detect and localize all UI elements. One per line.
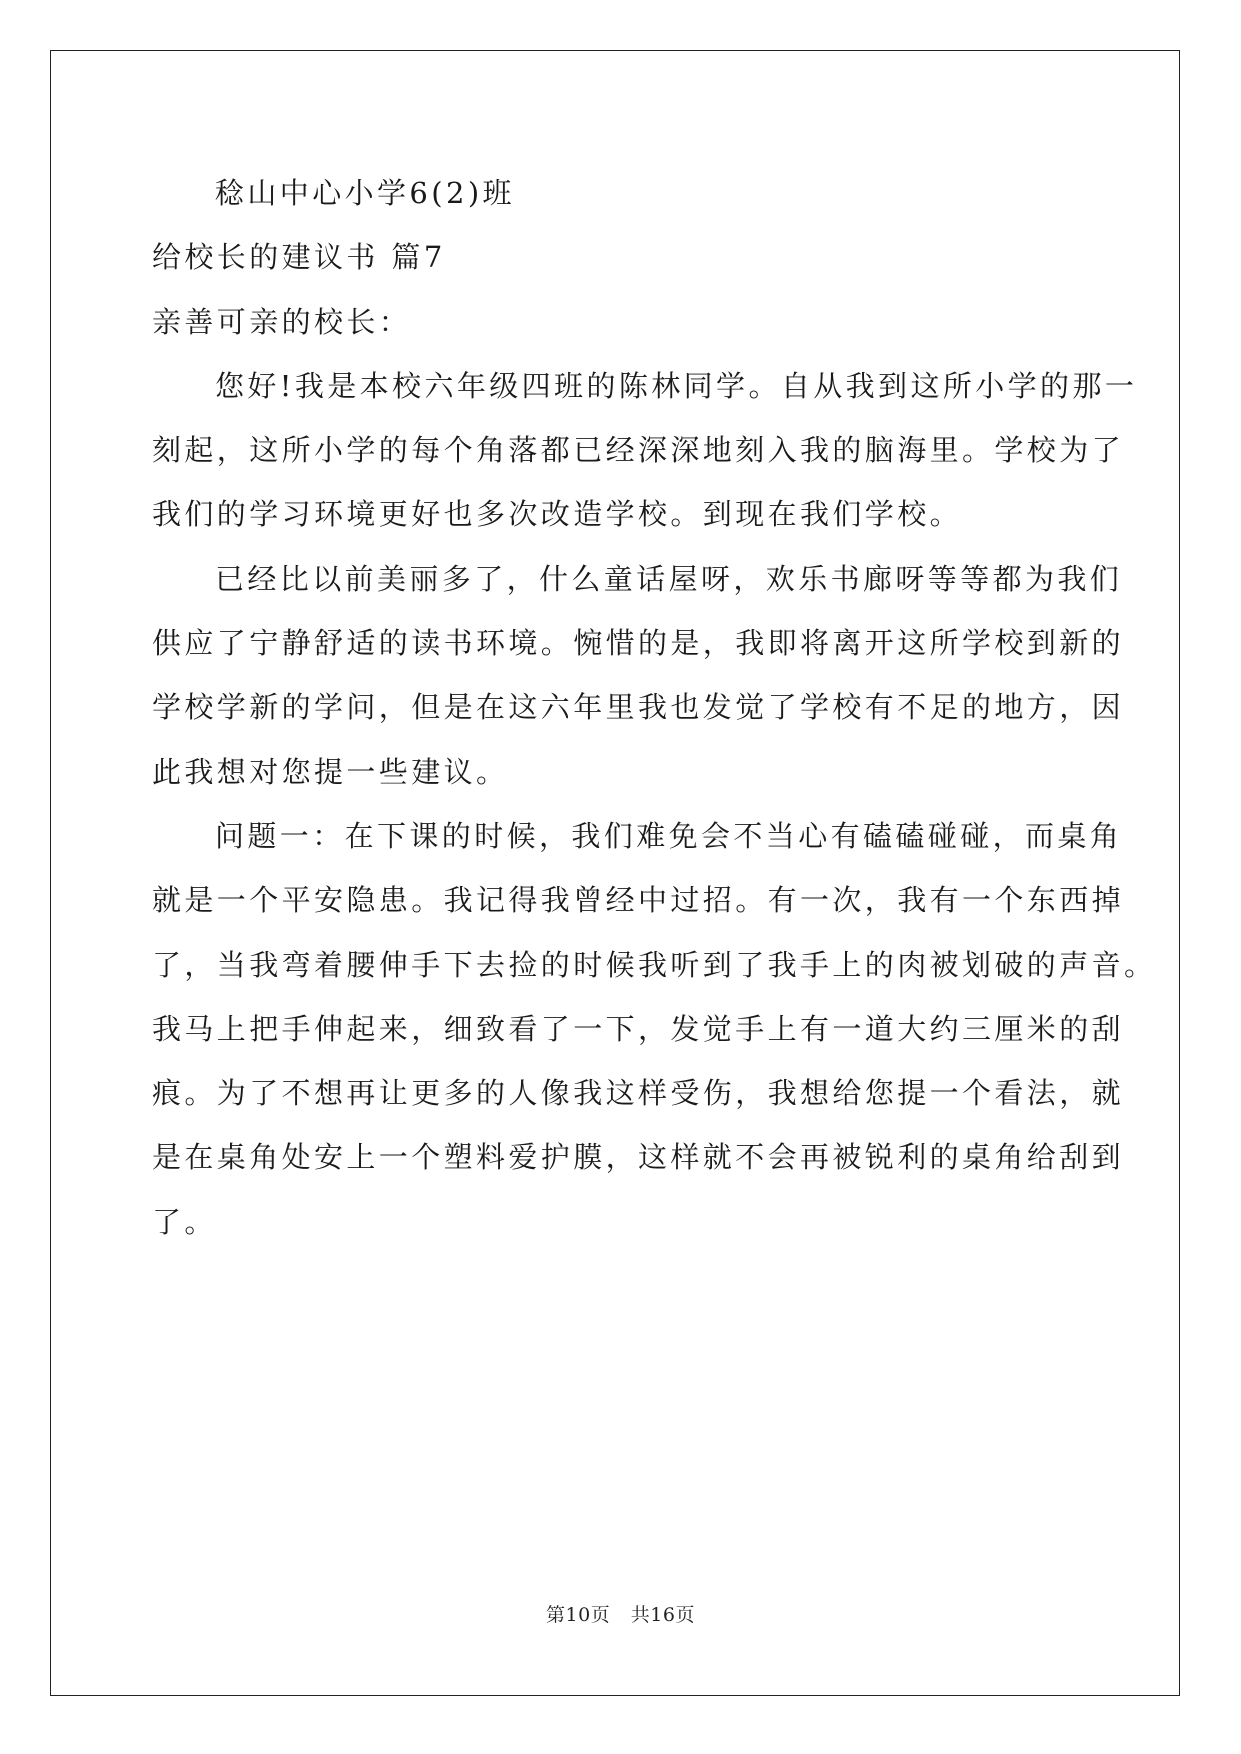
page-footer (0, 1600, 1241, 1627)
document-body (152, 161, 1157, 1254)
paragraph-line: 就是一个平安隐患。我记得我曾经中过招。有一次，我有一个东西掉 (152, 883, 1125, 918)
paragraph-line: 此我想对您提一些建议。 (152, 754, 509, 789)
paragraph-line: 刻起，这所小学的每个角落都已经深深地刻入我的脑海里。学校为了 (152, 433, 1125, 468)
paragraph-line: 我马上把手伸起来，细致看了一下，发觉手上有一道大约三厘米的刮 (152, 1011, 1125, 1046)
paragraph-line: 已经比以前美丽多了，什么童话屋呀，欢乐书廊呀等等都为我们 (215, 561, 1123, 596)
paragraph-line: 了。 (152, 1204, 217, 1239)
current-page-number: 第10页 (546, 1604, 611, 1626)
salutation: 亲善可亲的校长： (152, 304, 412, 339)
class-signature: 稔山中心小学6(2)班 (215, 176, 515, 210)
total-pages: 共16页 (630, 1604, 695, 1626)
paragraph-line: 问题一：在下课的时候，我们难免会不当心有磕磕碰碰，而桌角 (215, 818, 1123, 853)
paragraph-line: 供应了宁静舒适的读书环境。惋惜的是，我即将离开这所学校到新的 (152, 626, 1125, 661)
paragraph-line: 我们的学习环境更好也多次改造学校。到现在我们学校。 (152, 497, 963, 532)
paragraph-line: 您好!我是本校六年级四班的陈林同学。自从我到这所小学的那一 (215, 368, 1138, 403)
section-title: 给校长的建议书 篇7 (152, 240, 446, 275)
paragraph-line: 学校学新的学问，但是在这六年里我也发觉了学校有不足的地方，因 (152, 690, 1125, 725)
paragraph-line: 痕。为了不想再让更多的人像我这样受伤，我想给您提一个看法，就 (152, 1076, 1125, 1111)
paragraph-line: 了，当我弯着腰伸手下去捡的时候我听到了我手上的肉被划破的声音。 (152, 947, 1157, 982)
paragraph-line: 是在桌角处安上一个塑料爱护膜，这样就不会再被锐利的桌角给刮到 (152, 1140, 1125, 1175)
